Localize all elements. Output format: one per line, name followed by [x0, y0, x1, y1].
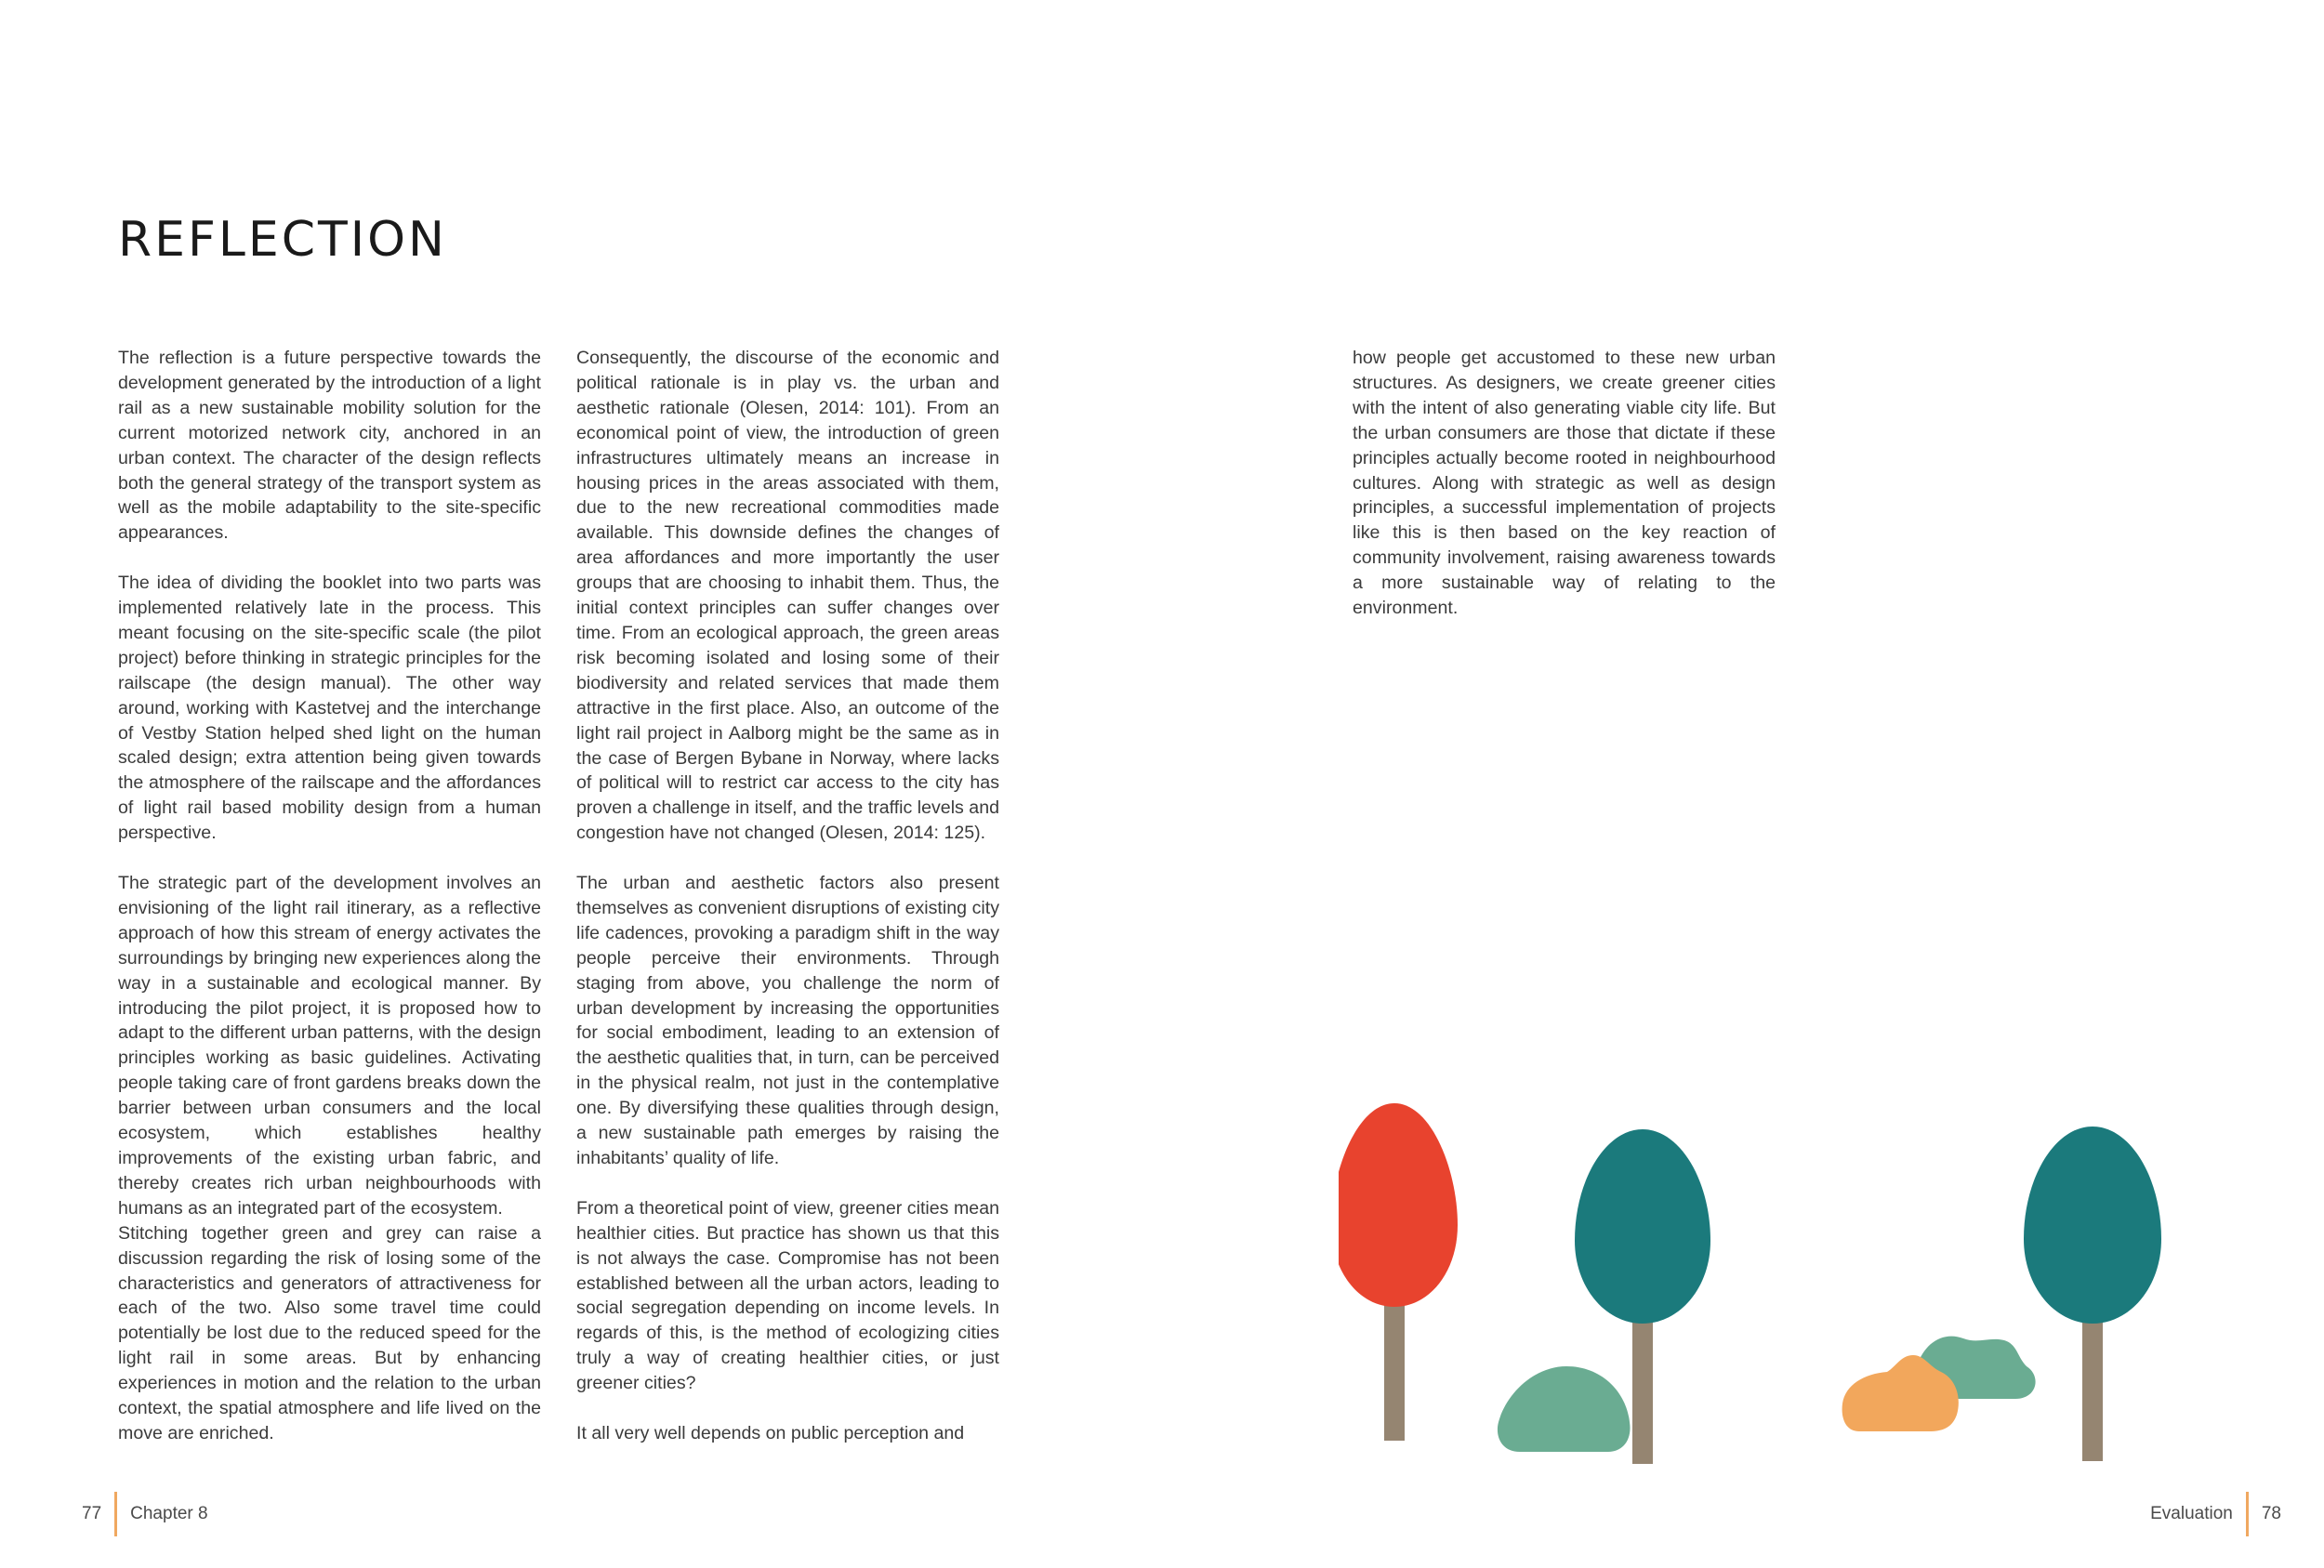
text-column-2: [576, 346, 999, 1471]
trees-illustration: [1339, 1087, 2250, 1478]
paragraph: The strategic part of the development involves an envisioning of the light rail itinerary, as a reflective approach of how this stream of energy activates the surroundings by bringing new experiences along the way in a sustainable and ecological manner. By introducing the pilot project, it is proposed how to adapt to the different urban patterns, with the design principles working as basic guidelines. Activating people taking care of front gardens breaks down the barrier between urban consumers and the local ecosystem, which establishes healthy improvements of the existing urban fabric, and thereby creates rich urban neighbourhoods with humans as an integrated part of the ecosystem.: [118, 873, 541, 1219]
paragraph: The idea of dividing the booklet into two parts was implemented relatively late in the process. This meant focusing on the site-specific scale (the pilot project) before thinking in strategic principles for the railscape (the design manual). The other way around, working with Kastetvej and the interchange of Vestby Station helped shed light on the human scaled design; extra attention being given towards the atmosphere of the railscape and the affordances of light rail based mobility design from a human perspective.: [118, 573, 541, 844]
green-bush: [1498, 1366, 1631, 1452]
teal-tree-crown: [1575, 1129, 1710, 1324]
footer-left: [82, 1492, 208, 1536]
paragraph: The reflection is a future perspective towards the development generated by the introduction of a light rail as a new sustainable mobility solution for the current motorized network city, anchored in an urban context. The character of the design reflects both the general strategy of the transport system as well as the mobile adaptability to the site-specific appearances.: [118, 348, 541, 544]
chapter-label: Chapter 8: [130, 1504, 208, 1523]
red-tree-trunk: [1384, 1301, 1405, 1441]
teal-tree-trunk-right: [2082, 1320, 2103, 1461]
footer-divider: [114, 1492, 117, 1536]
text-column-1: [118, 346, 541, 1471]
page-number-right: 78: [2261, 1504, 2281, 1523]
page-number-left: 77: [82, 1504, 102, 1523]
paragraph: how people get accustomed to these new urban structures. As designers, we create greener cities with the intent of also generating viable city life. But the urban consumers are those that dictate if these principles actually become rooted in neighbourhood cultures. Along with strategic as well as design principles, a successful implementation of projects like this is then based on the key reaction of community involvement, raising awareness towards a more sustainable way of relating to the environment.: [1353, 348, 1776, 619]
text-column-3: [1353, 346, 1776, 646]
paragraph: Stitching together green and grey can raise a discussion regarding the risk of losing some of the characteristics and generators of attractiveness for each of the two. Also some travel time could potentially be lost due to the reduced speed for the light rail in some areas. But by enhancing experiences in motion and the relation to the urban context, the spatial atmosphere and life lived on the move are enriched.: [118, 1222, 541, 1443]
paragraph: From a theoretical point of view, greener cities mean healthier cities. But practice has shown us that this is not always the case. Compromise has not been established between all the urban actors, leading to social segregation depending on income levels. In regards of this, is the method of ecologizing cities truly a way of creating healthier cities, or just greener cities?: [576, 1197, 999, 1394]
section-label: Evaluation: [2150, 1504, 2233, 1523]
teal-tree-crown-right: [2024, 1127, 2161, 1324]
red-tree-crown: [1339, 1103, 1458, 1307]
paragraph: The urban and aesthetic factors also present themselves as convenient disruptions of existing city life cadences, provoking a paradigm shift in the way people perceive their environments. Through staging from above, you challenge the norm of urban development by increasing the opportunities for social embodiment, leading to an extension of the aesthetic qualities that, in turn, can be perceived in the physical realm, not just in the contemplative one. By diversifying these qualities through design, a new sustainable path emerges by raising the inhabitants’ quality of life.: [576, 873, 999, 1168]
teal-tree-trunk: [1632, 1320, 1653, 1464]
footer-right: [2150, 1492, 2281, 1536]
footer-divider: [2246, 1492, 2249, 1536]
page-title: REFLECTION: [118, 212, 447, 268]
paragraph: Consequently, the discourse of the economic and political rationale is in play vs. the urban and aesthetic rationale (Olesen, 2014: 101). From an economical point of view, the introduction of green infrastructures ultimately means an increase in housing prices in the areas associated with them, due to the new recreational commodities made available. This downside defines the changes of area affordances and more importantly the user groups that are choosing to inhabit them. Thus, the initial context principles can suffer changes over time. From an ecological approach, the green areas risk becoming isolated and losing some of their biodiversity and related services that made them attractive in the first place. Also, an outcome of the light rail project in Aalborg might be the same as in the case of Bergen Bybane in Norway, where lacks of political will to restrict car access to the city has proven a challenge in itself, and the traffic levels and congestion have not changed (Olesen, 2014: 125).: [576, 348, 999, 844]
paragraph: It all very well depends on public perception and: [576, 1422, 965, 1443]
